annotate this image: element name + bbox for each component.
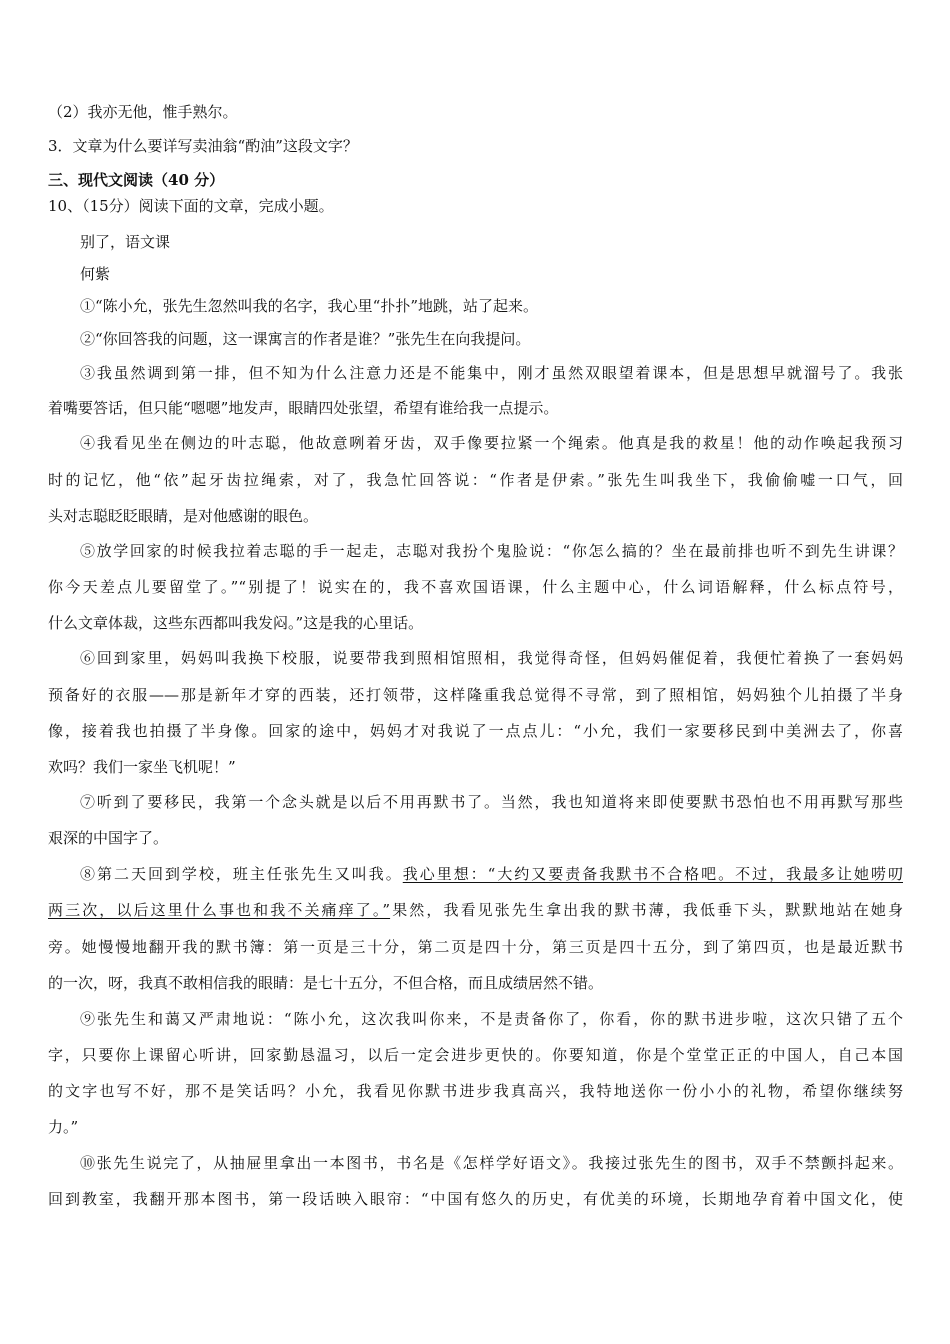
paragraph-4-line-1: ④我看见坐在侧边的叶志聪，他故意咧着牙齿，双手像要拉紧一个绳索。他真是我的救星！他的动作唤起我预习 [80,434,903,452]
underlined-quote: 我心里想：“大约又要责备我默书不合格吧。不过，我最多让她唠叨 [402,865,903,883]
paragraph-5-line-2: 你今天差点儿要留堂了。”“别提了！说实在的，我不喜欢国语课，什么主题中心，什么词语解释，什么标点符号， [48,578,903,596]
paragraph-7-line-2: 艰深的中国字了。 [48,829,169,847]
paragraph-3-line-2: 着嘴要答话，但只能“嗯嗯”地发声，眼睛四处张望，希望有谁给我一点提示。 [48,399,559,417]
question-2-subitem: （2）我亦无他，惟手熟尔。 [48,103,238,121]
paragraph-9-line-3: 的文字也写不好，那不是笑话吗？小允，我看见你默书进步我真高兴，我特地送你一份小小的礼物，希望你继续努 [48,1082,903,1100]
paragraph-6-line-1: ⑥回到家里，妈妈叫我换下校服，说要带我到照相馆照相，我觉得奇怪，但妈妈催促着，我便忙着换了一套妈妈 [80,649,903,667]
paragraph-8-line-2: 两三次，以后这里什么事也和我不关痛痒了。”果然，我看见张先生拿出我的默书薄，我低垂下头，默默地站在她身 [48,901,904,919]
paragraph-8-line-3: 旁。她慢慢地翻开我的默书簿：第一页是三十分，第二页是四十分，第三页是四十五分，到了第四页，也是最近默书 [48,938,903,956]
article-author: 何紫 [80,265,111,283]
paragraph-7-line-1: ⑦听到了要移民，我第一个念头就是以后不用再默书了。当然，我也知道将来即使要默书恐怕也不用再默写那些 [80,793,903,811]
paragraph-5-line-1: ⑤放学回家的时候我拉着志聪的手一起走，志聪对我扮个鬼脸说：“你怎么搞的？坐在最前排也听不到先生讲课？ [80,542,903,560]
paragraph-2: ②“你回答我的问题，这一课寓言的作者是谁？”张先生在向我提问。 [80,330,531,348]
paragraph-9-line-1: ⑨张先生和蔼又严肃地说：“陈小允，这次我叫你来，不是责备你了，你看，你的默书进步啦，这次只错了五个 [80,1010,903,1028]
paragraph-3-line-1: ③我虽然调到第一排，但不知为什么注意力还是不能集中，刚才虽然双眼望着课本，但是思想早就溜号了。我张 [80,364,903,382]
paragraph-9-line-2: 字，只要你上课留心听讲，回家勤恳温习，以后一定会进步更快的。你要知道，你是个堂堂正正的中国人，自己本国 [48,1046,903,1064]
underlined-quote-end: 两三次，以后这里什么事也和我不关痛痒了。” [48,901,391,919]
paragraph-9-line-4: 力。” [48,1118,79,1136]
paragraph-8-line-4: 的一次，呀，我真不敢相信我的眼睛：是七十五分，不但合格，而且成绩居然不错。 [48,974,604,992]
question-3: 3．文章为什么要详写卖油翁“酌油”这段文字？ [48,137,358,155]
paragraph-6-line-3: 像，接着我也拍摄了半身像。回家的途中，妈妈才对我说了一点点儿：“小允，我们一家要移民到中美洲去了，你喜 [48,722,903,740]
paragraph-4-line-2: 时的记忆，他“依”起牙齿拉绳索，对了，我急忙回答说：“作者是伊索。”张先生叫我坐下，我偷偷嘘一口气，回 [48,471,903,489]
section-heading: 三、现代文阅读（40 分） [48,171,225,189]
paragraph-8-line-1: ⑧第二天回到学校，班主任张先生又叫我。我心里想：“大约又要责备我默书不合格吧。不过，我最多让她唠叨 [80,865,903,883]
paragraph-10-line-1: ⑩张先生说完了，从抽屉里拿出一本图书，书名是《怎样学好语文》。我接过张先生的图书，双手不禁颤抖起来。 [80,1154,903,1172]
paragraph-6-line-2: 预备好的衣服——那是新年才穿的西装，还打领带，这样隆重我总觉得不寻常，到了照相馆，妈妈独个儿拍摄了半身 [48,686,903,704]
paragraph-4-line-3: 头对志聪眨眨眼睛，是对他感谢的眼色。 [48,507,319,525]
question-10-intro: 10、（15分）阅读下面的文章，完成小题。 [48,197,334,215]
article-title: 别了，语文课 [80,233,171,251]
paragraph-10-line-2: 回到教室，我翻开那本图书，第一段话映入眼帘：“中国有悠久的历史，有优美的环境，长期地孕育着中国文化，使 [48,1190,903,1208]
paragraph-6-line-4: 欢吗？我们一家坐飞机呢！” [48,758,236,776]
paragraph-1: ①“陈小允，张先生忽然叫我的名字，我心里“扑扑”地跳，站了起来。 [80,297,539,315]
paragraph-5-line-3: 什么文章体裁，这些东西都叫我发闷。”这是我的心里话。 [48,614,424,632]
